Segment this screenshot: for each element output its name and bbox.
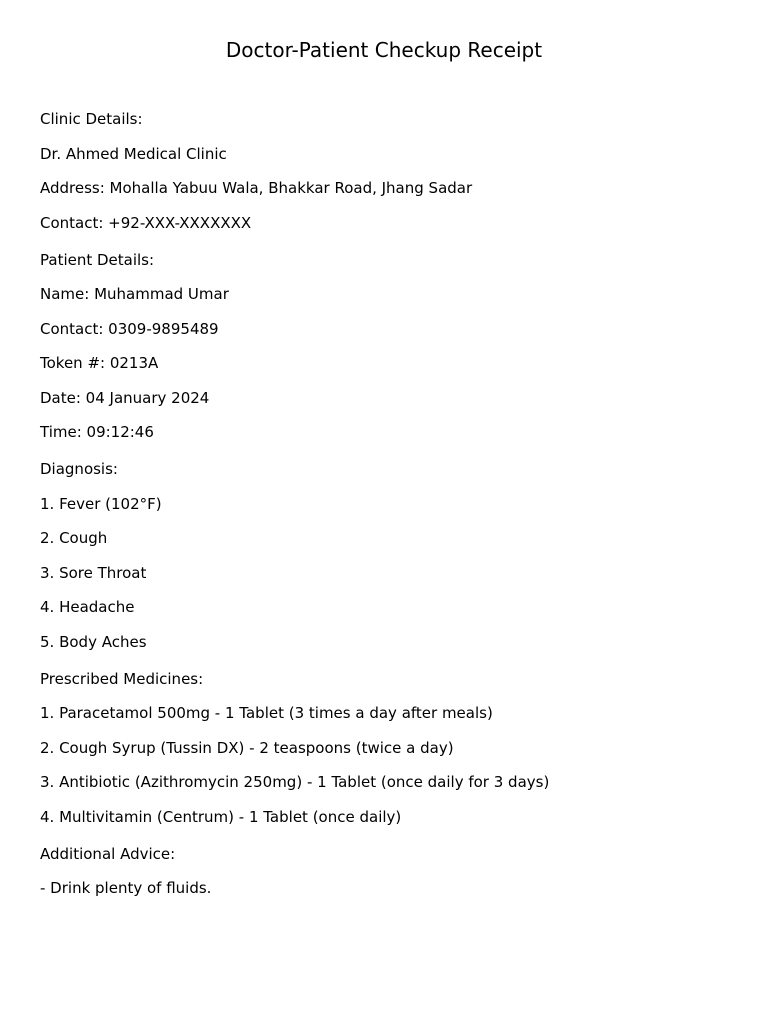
clinic-name: Dr. Ahmed Medical Clinic [40,144,227,163]
diagnosis-item: 1. Fever (102°F) [40,494,162,513]
clinic-details-section [40,109,740,233]
clinic-contact: Contact: +92-XXX-XXXXXXX [40,213,252,232]
additional-advice-section [40,844,740,899]
patient-name: Name: Muhammad Umar [40,285,229,303]
medicines-heading: Prescribed Medicines: [40,669,204,688]
medicine-item: 1. Paracetamol 500mg - 1 Tablet (3 times a day after meals) [40,704,493,722]
medicine-item: 2. Cough Syrup (Tussin DX) - 2 teaspoons (twice a day) [40,738,454,757]
diagnosis-heading: Diagnosis: [40,460,118,478]
patient-details-section [40,250,740,443]
diagnosis-item: 3. Sore Throat [40,563,147,582]
receipt-title: Doctor-Patient Checkup Receipt [225,38,543,62]
diagnosis-item: 4. Headache [40,598,135,616]
clinic-details-heading: Clinic Details: [40,110,143,128]
medicine-item: 4. Multivitamin (Centrum) - 1 Tablet (once daily) [40,807,402,826]
advice-heading: Additional Advice: [40,844,176,863]
patient-details-heading: Patient Details: [40,250,155,269]
diagnosis-section [40,459,740,652]
advice-item: - Drink plenty of fluids. [40,879,212,897]
patient-contact: Contact: 0309-9895489 [40,319,219,338]
checkup-date: Date: 04 January 2024 [40,388,210,407]
checkup-time: Time: 09:12:46 [40,423,154,441]
clinic-address: Address: Mohalla Yabuu Wala, Bhakkar Road, Jhang Sadar [40,179,473,197]
medicine-item: 3. Antibiotic (Azithromycin 250mg) - 1 Tablet (once daily for 3 days) [40,773,550,791]
prescribed-medicines-section [40,669,740,827]
diagnosis-item: 5. Body Aches [40,632,147,651]
diagnosis-item: 2. Cough [40,529,108,547]
receipt-body [40,109,740,915]
patient-token: Token #: 0213A [40,354,159,372]
